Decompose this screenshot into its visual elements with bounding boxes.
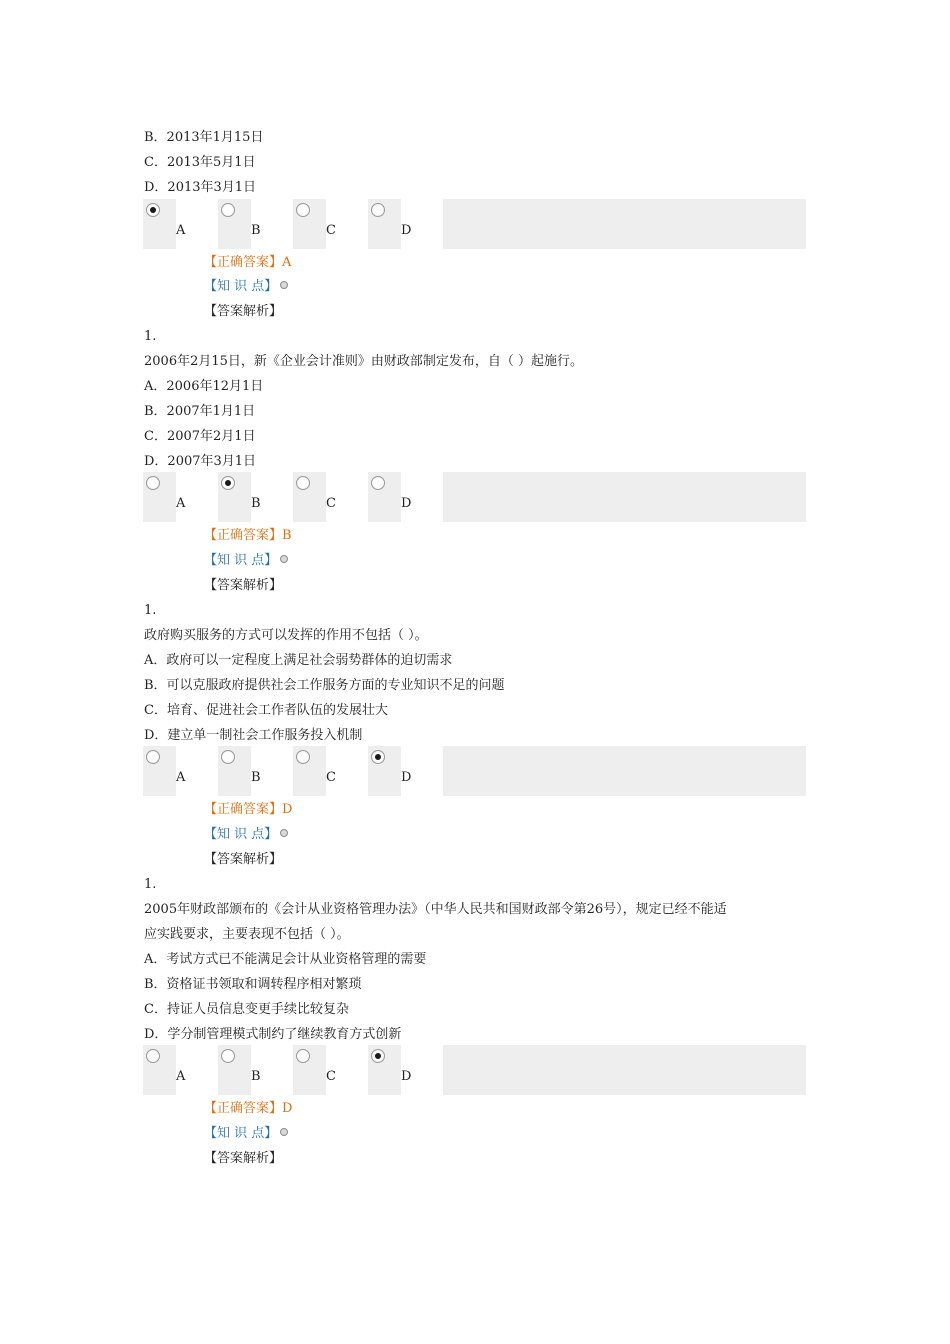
choice-c[interactable] xyxy=(293,472,368,522)
option-text: B．2007年1月1日 xyxy=(144,404,256,419)
choice-b[interactable] xyxy=(218,746,293,796)
radio-c[interactable] xyxy=(296,750,310,764)
correct-answer-line xyxy=(204,1101,292,1117)
option-text: B．2013年1月15日 xyxy=(144,130,264,145)
choice-letter: A xyxy=(176,770,186,785)
choice-letter: B xyxy=(251,496,261,511)
choice-d[interactable] xyxy=(368,472,443,522)
knowledge-bulb-icon xyxy=(280,555,288,563)
knowledge-bulb-icon xyxy=(280,281,288,289)
correct-answer-line xyxy=(204,255,291,271)
correct-answer-line xyxy=(204,528,292,544)
option-text: D．2013年3月1日 xyxy=(144,180,257,195)
option-text: B．资格证书领取和调转程序相对繁琐 xyxy=(144,977,362,992)
option-text: B．可以克服政府提供社会工作服务方面的专业知识不足的问题 xyxy=(144,678,505,693)
choice-letter: C xyxy=(326,496,336,511)
correct-answer-value: A xyxy=(282,255,292,270)
choice-a[interactable] xyxy=(143,472,218,522)
radio-c[interactable] xyxy=(296,203,310,217)
correct-answer-value: D xyxy=(282,1101,293,1116)
choice-a[interactable] xyxy=(143,746,218,796)
radio-b[interactable] xyxy=(221,1049,235,1063)
option-text: D．2007年3月1日 xyxy=(144,454,257,469)
correct-answer-label: 【正确答案】 xyxy=(204,1101,283,1116)
answer-analysis-label: 【答案解析】 xyxy=(204,852,283,867)
answer-analysis-label: 【答案解析】 xyxy=(204,304,283,319)
radio-c[interactable] xyxy=(296,476,310,490)
choice-b[interactable] xyxy=(218,472,293,522)
radio-c[interactable] xyxy=(296,1049,310,1063)
choice-letter: D xyxy=(401,770,412,785)
choice-a[interactable] xyxy=(143,199,218,249)
answer-analysis-label: 【答案解析】 xyxy=(204,578,283,593)
choice-b[interactable] xyxy=(218,1045,293,1095)
choice-letter: D xyxy=(401,223,412,238)
radio-d[interactable] xyxy=(371,203,385,217)
knowledge-point-line xyxy=(204,553,288,569)
correct-answer-value: B xyxy=(282,528,292,543)
option-text: D．建立单一制社会工作服务投入机制 xyxy=(144,728,363,743)
radio-d[interactable] xyxy=(371,1049,385,1063)
answer-analysis-label: 【答案解析】 xyxy=(204,1151,283,1166)
choice-letter: A xyxy=(176,496,186,511)
radio-b[interactable] xyxy=(221,203,235,217)
option-text: C．持证人员信息变更手续比较复杂 xyxy=(144,1002,349,1017)
radio-a[interactable] xyxy=(146,750,160,764)
correct-answer-label: 【正确答案】 xyxy=(204,255,283,270)
option-text: C．2013年5月1日 xyxy=(144,155,256,170)
choice-c[interactable] xyxy=(293,1045,368,1095)
choice-b[interactable] xyxy=(218,199,293,249)
option-text: A．2006年12月1日 xyxy=(144,379,264,394)
choice-letter: A xyxy=(176,223,186,238)
question-number: 1. xyxy=(144,877,157,892)
answer-choice-bar xyxy=(143,1045,806,1095)
option-text: C．培育、促进社会工作者队伍的发展壮大 xyxy=(144,703,388,718)
answer-choice-bar xyxy=(143,472,806,522)
option-text: D．学分制管理模式制约了继续教育方式创新 xyxy=(144,1027,402,1042)
radio-d[interactable] xyxy=(371,476,385,490)
knowledge-point-line xyxy=(204,1126,288,1142)
knowledge-bulb-icon xyxy=(280,1128,288,1136)
choice-letter: B xyxy=(251,223,261,238)
choice-letter: D xyxy=(401,496,412,511)
knowledge-point-label: 【知 识 点】 xyxy=(204,1126,278,1141)
choice-d[interactable] xyxy=(368,199,443,249)
choice-letter: B xyxy=(251,1069,261,1084)
question-number: 1. xyxy=(144,329,157,344)
knowledge-point-label: 【知 识 点】 xyxy=(204,279,278,294)
choice-letter: C xyxy=(326,770,336,785)
choice-d[interactable] xyxy=(368,1045,443,1095)
choice-c[interactable] xyxy=(293,199,368,249)
correct-answer-label: 【正确答案】 xyxy=(204,802,283,817)
option-text: A．政府可以一定程度上满足社会弱势群体的迫切需求 xyxy=(144,653,453,668)
knowledge-bulb-icon xyxy=(280,829,288,837)
choice-letter: D xyxy=(401,1069,412,1084)
knowledge-point-label: 【知 识 点】 xyxy=(204,553,278,568)
knowledge-point-line xyxy=(204,827,288,843)
correct-answer-line xyxy=(204,802,292,818)
radio-a[interactable] xyxy=(146,476,160,490)
radio-b[interactable] xyxy=(221,750,235,764)
choice-d[interactable] xyxy=(368,746,443,796)
answer-choice-bar xyxy=(143,199,806,249)
question-stem: 政府购买服务的方式可以发挥的作用不包括（ ）。 xyxy=(144,628,428,643)
choice-letter: B xyxy=(251,770,261,785)
choice-c[interactable] xyxy=(293,746,368,796)
radio-b[interactable] xyxy=(221,476,235,490)
option-text: C．2007年2月1日 xyxy=(144,429,256,444)
radio-d[interactable] xyxy=(371,750,385,764)
question-number: 1. xyxy=(144,603,157,618)
option-text: A．考试方式已不能满足会计从业资格管理的需要 xyxy=(144,952,427,967)
knowledge-point-line xyxy=(204,279,288,295)
choice-letter: C xyxy=(326,1069,336,1084)
radio-a[interactable] xyxy=(146,1049,160,1063)
choice-letter: C xyxy=(326,223,336,238)
radio-a[interactable] xyxy=(146,203,160,217)
knowledge-point-label: 【知 识 点】 xyxy=(204,827,278,842)
choice-letter: A xyxy=(176,1069,186,1084)
question-stem: 2006年2月15日，新《企业会计准则》由财政部制定发布，自（ ）起施行。 xyxy=(144,354,584,369)
question-stem: 应实践要求，主要表现不包括（ ）。 xyxy=(144,927,350,942)
choice-a[interactable] xyxy=(143,1045,218,1095)
question-stem: 2005年财政部颁布的《会计从业资格管理办法》（中华人民共和国财政部令第26号），规定已经不能适 xyxy=(144,902,727,917)
answer-choice-bar xyxy=(143,746,806,796)
correct-answer-value: D xyxy=(282,802,293,817)
correct-answer-label: 【正确答案】 xyxy=(204,528,283,543)
